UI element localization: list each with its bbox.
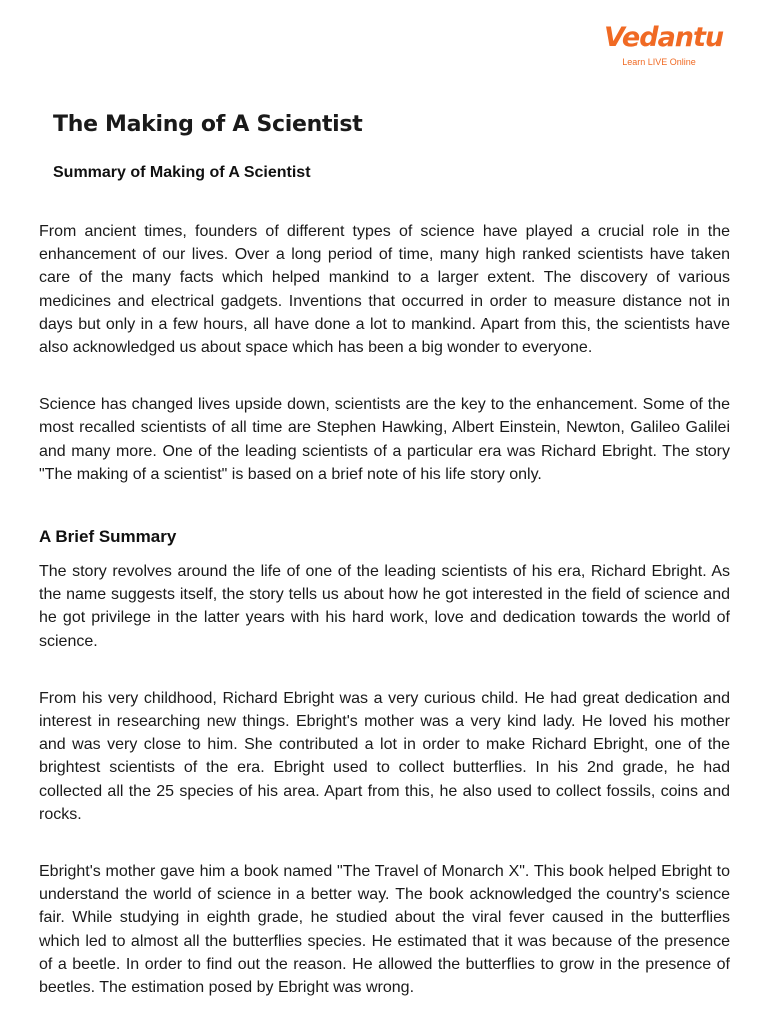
section-heading: A Brief Summary <box>39 527 177 547</box>
paragraph-summary-2: From his very childhood, Richard Ebright was a very curious child. He had great dedication and interest in researching new things. Ebright's mother was a very kind lady. He loved his mother and was very close to him. She contributed a lot in order to make Richard Ebright, one of the brightest scientists of the era. Ebright used to collect butterflies. In his 2nd grade, he had collected all the 25 species of his area. Apart from this, he also used to collect fossils, coins and rocks. <box>39 689 730 823</box>
logo-wordmark: Vedantu <box>604 22 724 53</box>
page-subtitle: Summary of Making of A Scientist <box>53 164 311 181</box>
logo-tagline: Learn LIVE Online <box>622 57 696 67</box>
article-body <box>39 220 730 1033</box>
paragraph-intro-2: Science has changed lives upside down, scientists are the key to the enhancement. Some of the most recalled scientists of all time are Stephen Hawking, Albert Einstein, Newton, Galileo Galilei and many more. One of the leading scientists of a particular era was Richard Ebright. The story "The making of a scientist" is based on a brief note of his life story only. <box>39 396 730 483</box>
vedantu-logo <box>604 22 724 72</box>
paragraph-summary-1: The story revolves around the life of one of the leading scientists of his era, Richard Ebright. As the name suggests itself, the story tells us about how he got interested in the field of science and he got privilege in the latter years with his hard work, love and dedication towards the world of science. <box>39 563 730 650</box>
page-title: The Making of A Scientist <box>53 112 363 137</box>
paragraph-summary-3: Ebright's mother gave him a book named "The Travel of Monarch X". This book helped Ebright to understand the world of science in a better way. The book acknowledged the country's science fair. While studying in eighth grade, he studied about the viral fever caused in the butterflies which led to almost all the butterflies species. He estimated that it was because of the presence of a beetle. In order to find out the reason. He allowed the butterflies to grow in the presence of beetles. The estimation posed by Ebright was wrong. <box>39 863 730 997</box>
paragraph-intro-1: From ancient times, founders of different types of science have played a crucial role in the enhancement of our lives. Over a long period of time, many high ranked scientists have taken care of the many facts which helped mankind to a larger extent. The discovery of various medicines and electrical gadgets. Inventions that occurred in order to measure distance not in days but only in a few hours, all have done a lot to mankind. Apart from this, the scientists have also acknowledged us about space which has been a big wonder to everyone. <box>39 223 730 357</box>
